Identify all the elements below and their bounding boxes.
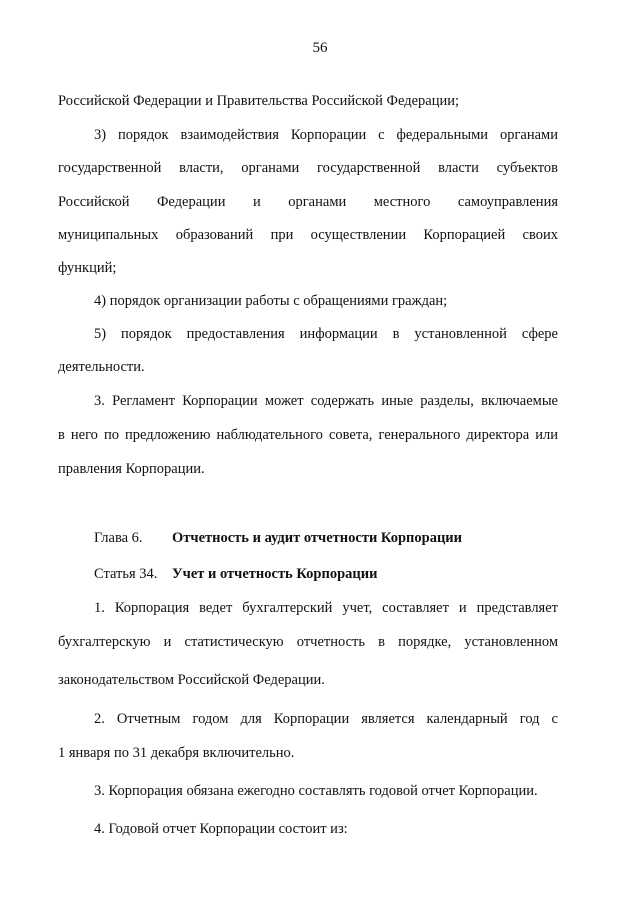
text-line: законодательством Российской Федерации. — [58, 672, 325, 688]
text-line: 3. Корпорация обязана ежегодно составлять годовой отчет Корпорации. — [94, 783, 538, 799]
text-line: Российской Федерации и органами местного самоуправления — [58, 194, 558, 210]
text-line: Российской Федерации и Правительства Российской Федерации; — [58, 93, 460, 109]
text-line: государственной власти, органами государственной власти субъектов — [58, 160, 558, 176]
article-label: Статья 34. — [94, 566, 158, 582]
chapter-label: Глава 6. — [94, 530, 143, 546]
text-line: функций; — [58, 260, 117, 276]
text-line: правления Корпорации. — [58, 461, 205, 477]
article-title: Учет и отчетность Корпорации — [172, 566, 378, 582]
text-line: 1 января по 31 декабря включительно. — [58, 745, 295, 761]
text-line: бухгалтерскую и статистическую отчетность в порядке, установленном — [58, 634, 558, 650]
text-line: в него по предложению наблюдательного совета, генерального директора или — [58, 427, 558, 443]
text-line: 5) порядок предоставления информации в установленной сфере — [94, 326, 558, 342]
text-line: муниципальных образований при осуществлении Корпорацией своих — [58, 227, 558, 243]
text-line: 4) порядок организации работы с обращениями граждан; — [94, 293, 448, 309]
chapter-title: Отчетность и аудит отчетности Корпорации — [172, 530, 463, 546]
text-line: 3. Регламент Корпорации может содержать иные разделы, включаемые — [94, 393, 558, 409]
text-line: деятельности. — [58, 359, 145, 375]
text-line: 4. Годовой отчет Корпорации состоит из: — [94, 821, 348, 837]
page-number: 56 — [312, 40, 328, 56]
text-line: 3) порядок взаимодействия Корпорации с федеральными органами — [94, 127, 558, 143]
text-line: 2. Отчетным годом для Корпорации является календарный год с — [94, 711, 558, 727]
text-line: 1. Корпорация ведет бухгалтерский учет, составляет и представляет — [94, 600, 558, 616]
